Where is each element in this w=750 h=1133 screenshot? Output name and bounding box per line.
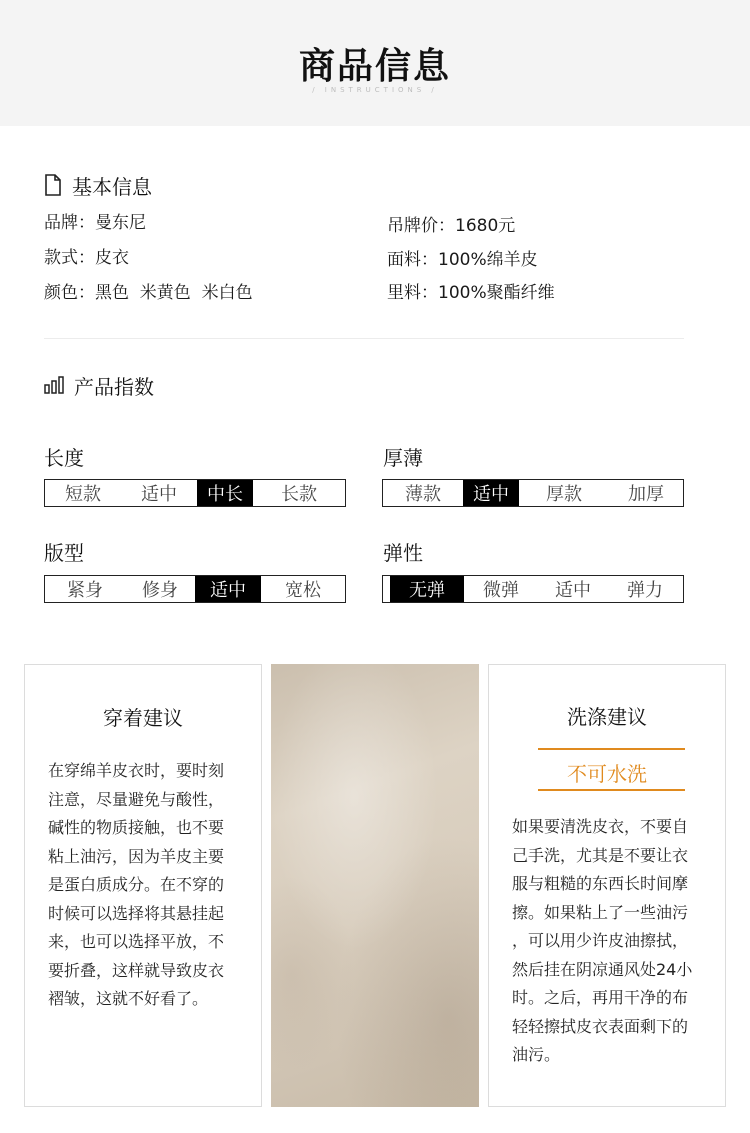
scale-elasticity-option: 适中 [555, 580, 591, 601]
text-line: ，可以用少许皮油擦拭， [512, 931, 689, 950]
wear-advice-title: 穿着建议 [103, 706, 183, 730]
wash-advice-text [512, 813, 692, 1070]
text-line: 然后挂在阴凉通风处24小 [512, 959, 693, 979]
text-line: 己手洗，尤其是不要让衣 [512, 845, 689, 865]
info-style: 款式：皮衣 [44, 248, 129, 268]
product-index-title: 产品指数 [74, 374, 154, 399]
text-line: 粘上油污，因为羊皮主要 [48, 846, 225, 866]
scale-label-fit: 版型 [44, 541, 84, 565]
info-fabric: 面料：100%绵羊皮 [387, 250, 538, 270]
text-line: 褶皱，这就不好看了。 [48, 989, 209, 1008]
text-line: 时。之后，再用干净的布 [512, 988, 689, 1007]
text-line: 油污。 [512, 1045, 561, 1064]
scale-fit-option: 宽松 [285, 580, 321, 601]
page-header [0, 0, 750, 126]
wash-advice-title: 洗涤建议 [567, 705, 647, 729]
scale-fit-option: 修身 [142, 580, 178, 601]
scale-thickness-option: 加厚 [628, 484, 664, 505]
wash-advice-card [488, 664, 726, 1107]
scale-thickness [382, 479, 684, 507]
info-brand: 品牌：曼东尼 [44, 213, 146, 233]
scale-elasticity-option-active: 无弹 [390, 576, 464, 602]
scale-length-option: 适中 [141, 484, 177, 505]
text-line: 来，也可以选择平放，不 [48, 932, 225, 951]
scale-elasticity-option: 微弹 [483, 580, 519, 601]
scale-fit [44, 575, 346, 603]
scale-elasticity-option: 弹力 [627, 580, 663, 601]
scale-length-option: 短款 [65, 484, 101, 505]
text-line: 服与粗糙的东西长时间摩 [512, 874, 689, 893]
leather-texture-image [271, 664, 479, 1107]
bar-chart-icon [44, 376, 64, 394]
no-machine-wash-warning: 不可水洗 [567, 762, 647, 786]
scale-thickness-option: 薄款 [405, 484, 441, 505]
scale-thickness-option-active: 适中 [463, 480, 519, 506]
product-index-heading [44, 372, 154, 398]
scale-length-option: 长款 [281, 484, 317, 505]
text-line: 擦。如果粘上了一些油污 [512, 902, 689, 922]
accent-rule-top [538, 748, 685, 750]
scale-label-length: 长度 [44, 446, 84, 470]
scale-fit-option: 紧身 [67, 580, 103, 601]
scale-length [44, 479, 346, 507]
page-title: 商品信息 [298, 46, 451, 87]
text-line: 在穿绵羊皮衣时，要时刻 [48, 761, 225, 780]
scale-label-thickness: 厚薄 [383, 446, 423, 470]
text-line: 要折叠，这样就导致皮衣 [48, 960, 225, 980]
document-icon [44, 174, 62, 196]
text-line: 如果要清洗皮衣，不要自 [512, 817, 689, 836]
info-price: 吊牌价：1680元 [387, 216, 516, 236]
text-line: 碱性的物质接触，也不要 [48, 818, 225, 837]
basic-info-title: 基本信息 [72, 174, 152, 199]
scale-label-elasticity: 弹性 [383, 541, 423, 565]
page-subtitle: / INSTRUCTIONS / [312, 86, 438, 94]
scale-length-option-active: 中长 [197, 480, 253, 506]
section-divider [44, 338, 684, 339]
text-line: 是蛋白质成分。在不穿的 [48, 875, 225, 894]
basic-info-heading [44, 172, 152, 198]
scale-elasticity [382, 575, 684, 603]
text-line: 时候可以选择将其悬挂起 [48, 903, 225, 923]
accent-rule-bottom [538, 789, 685, 791]
text-line: 注意，尽量避免与酸性， [48, 789, 225, 809]
text-line: 轻轻擦拭皮衣表面剩下的 [512, 1016, 689, 1036]
wear-advice-card [24, 664, 262, 1107]
info-color: 颜色：黑色 米黄色 米白色 [44, 283, 253, 303]
scale-thickness-option: 厚款 [546, 484, 582, 505]
info-lining: 里料：100%聚酯纤维 [387, 283, 555, 303]
wear-advice-text [48, 757, 224, 1014]
scale-fit-option-active: 适中 [195, 576, 261, 602]
